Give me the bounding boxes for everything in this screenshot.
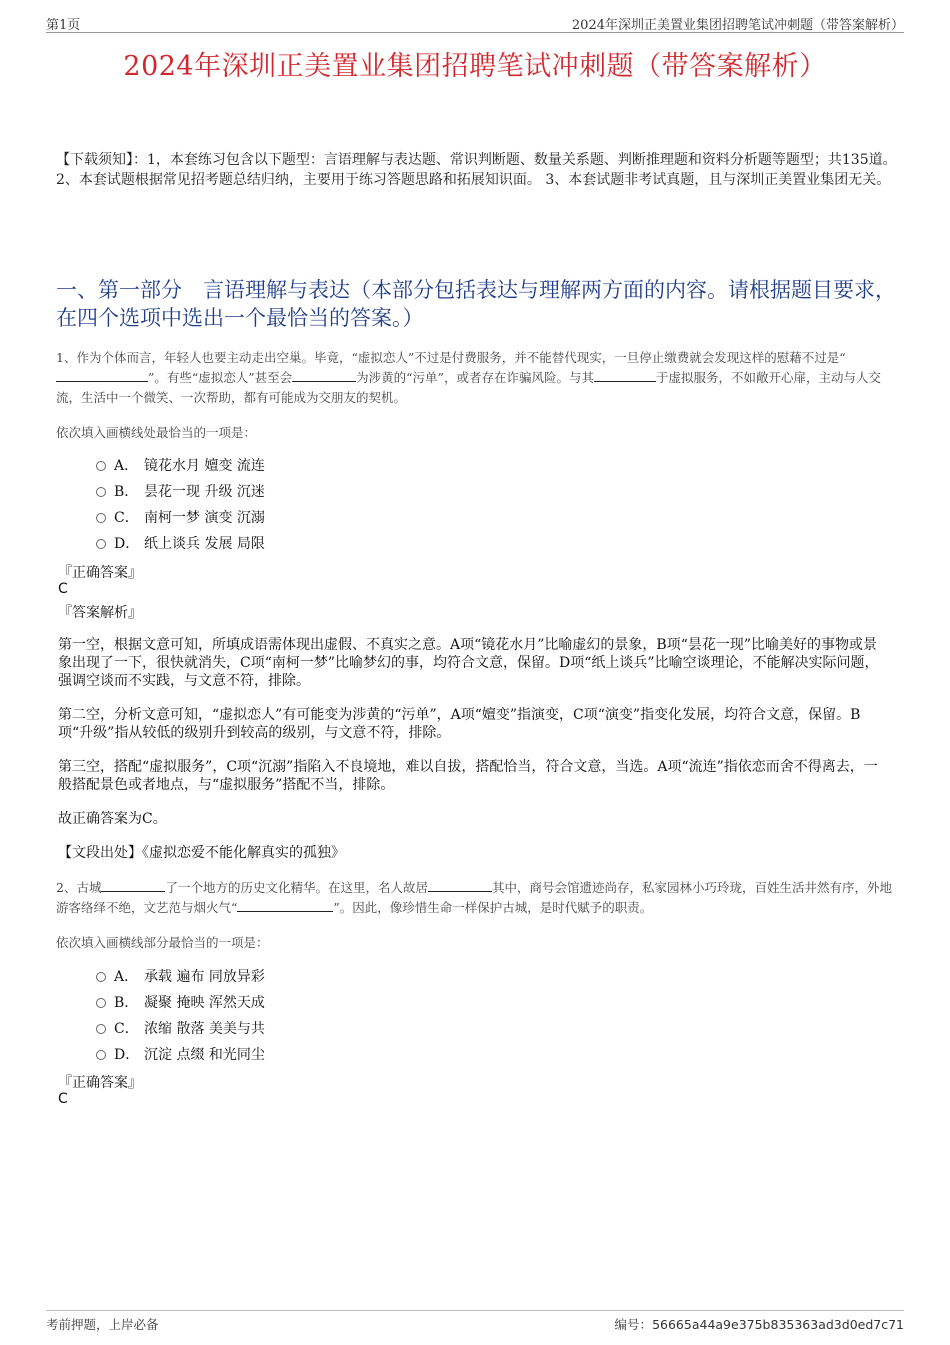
document-code: 编号：56665a44a9e375b835363ad3d0ed7c71: [614, 1317, 904, 1332]
page-footer: [46, 1310, 904, 1331]
option-a[interactable]: A． 承载 遍布 同放异彩: [96, 964, 265, 990]
radio-icon[interactable]: [96, 487, 106, 497]
analysis-label: 『答案解析』: [58, 605, 142, 621]
radio-icon[interactable]: [96, 972, 106, 982]
fill-blank: [237, 899, 333, 912]
footer-slogan: 考前押题，上岸必备: [46, 1317, 159, 1332]
question-1-stem: 1、作为个体而言，年轻人也要主动走出空巢。毕竟，“虚拟恋人”不过是付费服务，并不能替代现实，一旦停止缴费就会发现这样的慰藉不过是“”。有些“虚拟恋人”甚至会 为涉黄的“污单”，或者存在诈骗风险。与其 于虚拟服务，不如敞开心扉，主动与人交流，生活中一个微笑、一次帮助，都有可能成为交朋友的契机。: [56, 350, 881, 405]
fill-blank: [101, 879, 165, 892]
option-c[interactable]: C． 浓缩 散落 美美与共: [96, 1016, 265, 1042]
correct-answer: C: [58, 1091, 68, 1107]
question-1-prompt: 依次填入画横线处最恰当的一项是：: [56, 425, 257, 440]
option-a[interactable]: A． 镜花水月 嬗变 流连: [96, 453, 265, 479]
option-b[interactable]: B． 凝聚 掩映 浑然天成: [96, 990, 265, 1016]
answer-label: 『正确答案』: [58, 1075, 142, 1091]
radio-icon[interactable]: [96, 513, 106, 523]
option-d[interactable]: D． 纸上谈兵 发展 局限: [96, 531, 265, 557]
radio-icon[interactable]: [96, 1024, 106, 1034]
question-2-options: [96, 964, 265, 1068]
fill-blank: [56, 369, 148, 382]
analysis-paragraph: 第二空，分析文意可知，“虚拟恋人”有可能变为涉黄的“污单”，A项“嬗变”指演变，C项“演变”指变化发展，均符合文意，保留。B项“升级”指从较低的级别升到较高的级别，与文意不符，排除。: [58, 707, 861, 741]
question-2-prompt: 依次填入画横线部分最恰当的一项是：: [56, 935, 269, 950]
correct-answer: C: [58, 581, 68, 597]
answer-label: 『正确答案』: [58, 565, 142, 581]
radio-icon[interactable]: [96, 461, 106, 471]
header-doc-title: 2024年深圳正美置业集团招聘笔试冲刺题（带答案解析）: [571, 18, 904, 33]
page-header: [46, 14, 904, 33]
radio-icon[interactable]: [96, 539, 106, 549]
fill-blank: [428, 879, 492, 892]
download-notice: 【下载须知】：1，本套练习包含以下题型：言语理解与表达题、常识判断题、数量关系题、判断推理题和资料分析题等题型；共135道。 2、本套试题根据常见招考题总结归纳，主要用于练习答题思路和拓展知识面。 3、本套试题非考试真题，且与深圳正美置业集团无关。: [56, 152, 897, 188]
page-number: 第1页: [46, 18, 81, 33]
source-citation: 【文段出处】《虚拟恋爱不能化解真实的孤独》: [58, 845, 345, 861]
analysis-conclusion: 故正确答案为C。: [58, 811, 167, 827]
section-heading: 一、第一部分 言语理解与表达（本部分包括表达与理解两方面的内容。请根据题目要求，在四个选项中选出一个最恰当的答案。）: [56, 278, 896, 330]
analysis-paragraph: 第三空，搭配“虚拟服务”，C项“沉溺”指陷入不良境地，难以自拔，搭配恰当，符合文意，当选。A项“流连”指依恋而舍不得离去，一般搭配景色或者地点，与“虚拟服务”搭配不当，排除。: [58, 759, 878, 793]
option-b[interactable]: B． 昙花一现 升级 沉迷: [96, 479, 265, 505]
question-2-stem: 2、古城 了一个地方的历史文化精华。在这里，名人故居 其中，商号会馆遗迹尚存，私家园林小巧玲珑，百姓生活井然有序，外地游客络绎不绝，文艺范与烟火气“ ”。因此，像珍惜生命一样保护古城，是时代赋予的职责。: [56, 880, 892, 915]
analysis-paragraph: 第一空，根据文意可知，所填成语需体现出虚假、不真实之意。A项“镜花水月”比喻虚幻的景象，B项“昙花一现”比喻美好的事物或景象出现了一下，很快就消失，C项“南柯一梦”比喻梦幻的事，均符合文意，保留。D项“纸上谈兵”比喻空谈理论，不能解决实际问题，强调空谈而不实践，与文意不符，排除。: [58, 637, 879, 689]
fill-blank: [594, 369, 656, 382]
document-title: 2024年深圳正美置业集团招聘笔试冲刺题（带答案解析）: [123, 51, 827, 82]
radio-icon[interactable]: [96, 1050, 106, 1060]
question-1-options: [96, 453, 265, 557]
option-c[interactable]: C． 南柯一梦 演变 沉溺: [96, 505, 265, 531]
option-d[interactable]: D． 沉淀 点缀 和光同尘: [96, 1042, 265, 1068]
fill-blank: [292, 369, 356, 382]
radio-icon[interactable]: [96, 998, 106, 1008]
